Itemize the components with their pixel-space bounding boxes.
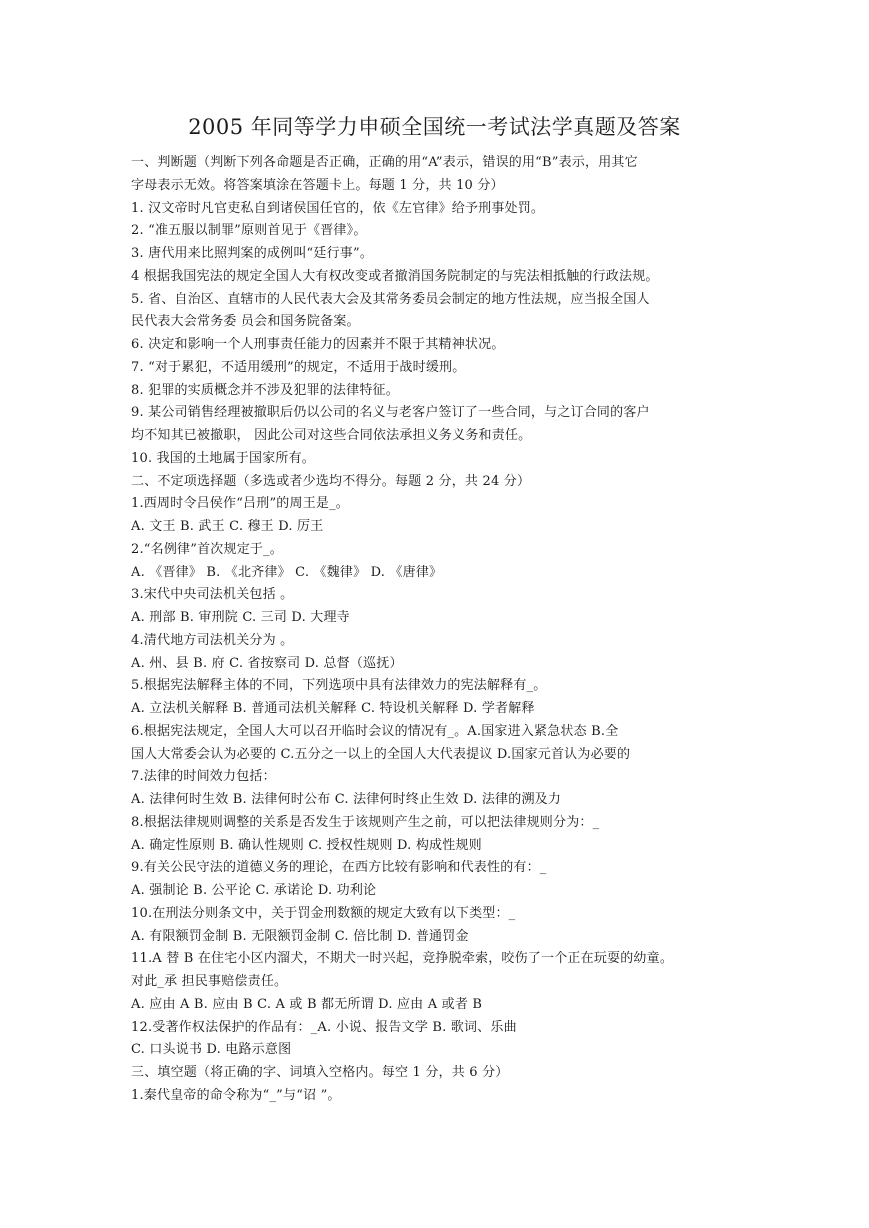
text-line: 二、不定项选择题（多选或者少选均不得分。每题 2 分，共 24 分） (131, 473, 531, 489)
text-line: 2. “准五服以制罪”原则首见于《晋律》。 (131, 223, 367, 239)
text-line: 均不知其已被撤职， 因此公司对这些合同依法承担义务义务和责任。 (131, 428, 532, 443)
text-line: 对此_承 担民事赔偿责任。 (131, 974, 288, 989)
text-line: 5.根据宪法解释主体的不同，下列选项中具有法律效力的宪法解释有_。 (131, 678, 547, 694)
text-line: 12.受著作权法保护的作品有：_A. 小说、报告文学 B. 歌词、乐曲 (131, 1019, 517, 1035)
text-line: 1. 汉文帝时凡官吏私自到诸侯国任官的，依《左官律》给予刑事处罚。 (131, 200, 545, 216)
text-line: 2.“名例律”首次规定于_。 (131, 541, 283, 557)
text-line: 4.清代地方司法机关分为 。 (131, 632, 294, 648)
text-line: 6. 决定和影响一个人刑事责任能力的因素并不限于其精神状况。 (131, 337, 505, 352)
text-line: 10. 我国的土地属于国家所有。 (131, 450, 316, 466)
text-line: 4 根据我国宪法的规定全国人大有权改变或者撤消国务院制定的与宪法相抵触的行政法规。 (131, 268, 659, 284)
text-line: 10.在刑法分则条文中，关于罚金刑数额的规定大致有以下类型：_ (131, 905, 516, 921)
text-line: 11.A 替 B 在住宅小区内溜犬，不期犬一时兴起，竞挣脱牵索，咬伤了一个正在玩耍的幼童。 (131, 951, 674, 967)
page-title: 2005 年同等学力申硕全国统一考试法学真题及答案 (188, 115, 681, 139)
text-line: 民代表大会常务委 员会和国务院备案。 (131, 314, 360, 330)
text-line: A. 法律何时生效 B. 法律何时公布 C. 法律何时终止生效 D. 法律的溯及力 (131, 792, 562, 807)
text-line: 国人大常委会认为必要的 C.五分之一以上的全国人大代表提议 D.国家元首认为必要的 (131, 746, 631, 762)
text-line: 8. 犯罪的实质概念并不涉及犯罪的法律特征。 (131, 382, 399, 398)
text-line: 8.根据法律规则调整的关系是否发生于该规则产生之前，可以把法律规则分为：_ (131, 814, 600, 830)
text-line: A. 确定性原则 B. 确认性规则 C. 授权性规则 D. 构成性规则 (131, 837, 482, 853)
text-line: A. 《晋律》 B. 《北齐律》 C. 《魏律》 D. 《唐律》 (131, 564, 443, 580)
text-line: 3. 唐代用来比照判案的成例叫“廷行事”。 (131, 246, 374, 261)
text-line: A. 强制论 B. 公平论 C. 承诺论 D. 功利论 (131, 883, 377, 898)
text-line: A. 立法机关解释 B. 普通司法机关解释 C. 特设机关解释 D. 学者解释 (131, 701, 535, 716)
text-line: 7. “对于累犯，不适用缓刑”的规定，不适用于战时缓刑。 (131, 359, 466, 375)
text-line: 9.有关公民守法的道德义务的理论，在西方比较有影响和代表性的有：_ (131, 860, 547, 876)
text-line: A. 刑部 B. 审刑院 C. 三司 D. 大理寺 (131, 610, 350, 625)
text-line: A. 有限额罚金制 B. 无限额罚金制 C. 倍比制 D. 普通罚金 (131, 928, 469, 944)
text-line: 5. 省、自治区、直辖市的人民代表大会及其常务委员会制定的地方性法规，应当报全国人 (131, 291, 650, 307)
text-line: A. 州、县 B. 府 C. 省按察司 D. 总督（巡抚） (131, 655, 403, 671)
text-line: 1.秦代皇帝的命令称为“_”与“诏 ”。 (131, 1087, 341, 1103)
text-line: 7.法律的时间效力包括： (131, 769, 276, 785)
text-line: C. 口头说书 D. 电路示意图 (131, 1042, 292, 1058)
text-line: 3.宋代中央司法机关包括 。 (131, 587, 294, 603)
text-line: 1.西周时令吕侯作“吕刑”的周王是_。 (131, 496, 349, 512)
text-line: 一、判断题（判断下列各命题是否正确，正确的用“A”表示，错误的用“B”表示，用其它 (131, 155, 638, 170)
text-line: 6.根据宪法规定，全国人大可以召开临时会议的情况有_。A.国家进入紧急状态 B.全 (131, 723, 619, 739)
text-line: 三、填空题（将正确的字、词填入空格内。每空 1 分，共 6 分） (131, 1065, 509, 1080)
text-line: A. 应由 A B. 应由 B C. A 或 B 都无所谓 D. 应由 A 或者 B (131, 996, 483, 1012)
text-line: A. 文王 B. 武王 C. 穆王 D. 厉王 (131, 519, 324, 534)
text-line: 9. 某公司销售经理被撤职后仍以公司的名义与老客户签订了一些合同，与之订合同的客户 (131, 405, 650, 421)
text-line: 字母表示无效。将答案填涂在答题卡上。每题 1 分，共 10 分） (131, 177, 504, 193)
